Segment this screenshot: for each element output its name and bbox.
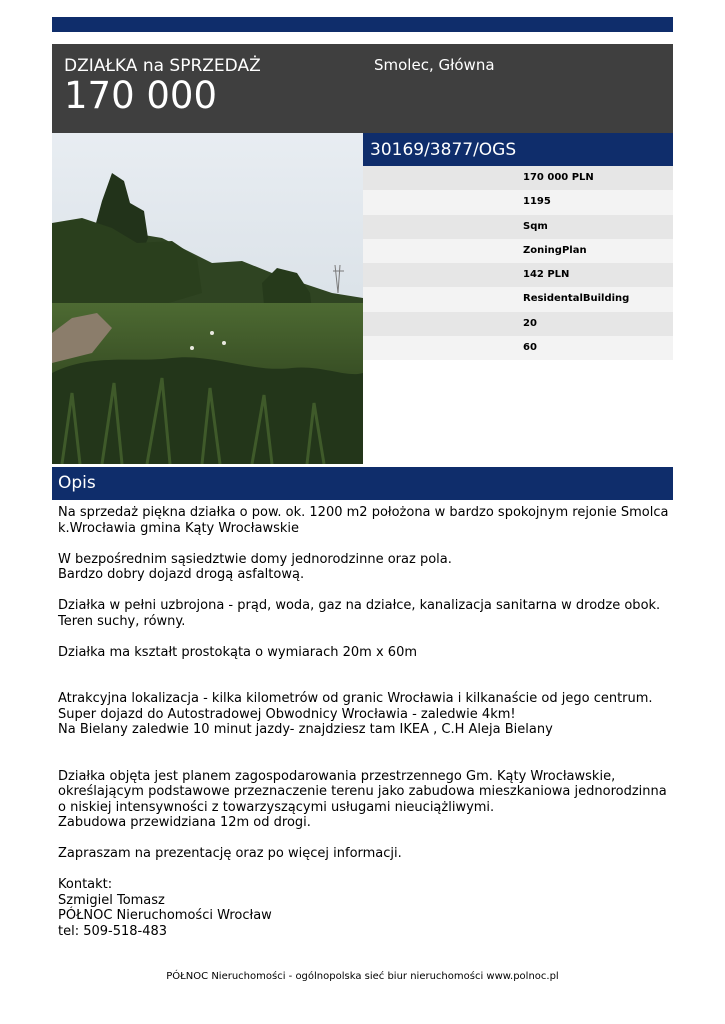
listing-price: 170 000 [64, 74, 218, 117]
description-paragraph: Na sprzedaż piękna działka o pow. ok. 1200 m2 położona w bardzo spokojnym rejonie Smolca k.Wrocławia gmina Kąty Wrocławskie [58, 505, 669, 536]
param-row [363, 215, 673, 239]
description-paragraph: Zapraszam na prezentację oraz po więcej informacji. [58, 846, 402, 861]
description-paragraph: Zabudowa przewidziana 12m od drogi. [58, 815, 311, 830]
description-body [58, 505, 670, 939]
param-row [363, 312, 673, 336]
contact-name: Szmigiel Tomasz [58, 892, 165, 908]
description-paragraph: W bezpośrednim sąsiedztwie domy jednorodzinne oraz pola. [58, 551, 452, 567]
description-heading: Opis [58, 473, 96, 493]
description-paragraph: Działka w pełni uzbrojona - prąd, woda, gaz na działce, kanalizacja sanitarna w drodze obok. Teren suchy, równy. [58, 598, 661, 629]
contact-label: Kontakt: [58, 877, 113, 892]
property-photo [52, 133, 363, 464]
param-row [363, 239, 673, 263]
parameters-table [363, 166, 673, 360]
description-paragraph: Działka objęta jest planem zagospodarowania przestrzennego Gm. Kąty Wrocławskie, określającym podstawowe przeznaczenie terenu jako zabudowa mieszkaniowa jednorodzinna o niskiej intensywności z towarzyszącymi usługami nieuciążliwymi. [58, 768, 667, 815]
listing-type: DZIAŁKA na SPRZEDAŻ [64, 56, 261, 76]
param-value: ZoningPlan [523, 244, 587, 256]
param-value: 20 [523, 317, 537, 329]
description-paragraph: Atrakcyjna lokalizacja - kilka kilometrów od granic Wrocławia i kilkanaście od jego centrum. [58, 691, 653, 706]
contact-phone: tel: 509-518-483 [58, 923, 168, 939]
description-paragraph: Bardzo dobry dojazd drogą asfaltową. [58, 567, 305, 582]
top-accent-bar [52, 17, 673, 32]
reference-number: 30169/3877/OGS [370, 140, 517, 160]
param-value: 170 000 PLN [523, 172, 594, 183]
page-footer: PÓŁNOC Nieruchomości - ogólnopolska sieć biur nieruchomości www.polnoc.pl [166, 971, 559, 982]
param-value: 60 [523, 342, 537, 354]
reference-bar [363, 133, 673, 166]
listing-header [52, 44, 673, 133]
listing-location: Smolec, Główna [374, 56, 495, 74]
description-paragraph: Na Bielany zaledwie 10 minut jazdy- znajdziesz tam IKEA , C.H Aleja Bielany [58, 722, 553, 737]
description-paragraph: Działka ma kształt prostokąta o wymiarach 20m x 60m [58, 644, 418, 660]
param-value: 1195 [523, 196, 551, 208]
param-row [363, 287, 673, 311]
param-row [363, 190, 673, 214]
param-row [363, 166, 673, 190]
description-paragraph: Super dojazd do Autostradowej Obwodnicy Wrocławia - zaledwie 4km! [58, 706, 516, 722]
param-value: 142 PLN [523, 269, 570, 281]
param-row [363, 263, 673, 287]
param-value: ResidentalBuilding [523, 293, 630, 305]
param-value: Sqm [523, 220, 548, 232]
param-row [363, 336, 673, 360]
contact-company: PÓŁNOC Nieruchomości Wrocław [58, 908, 272, 923]
description-heading-bar [52, 467, 673, 500]
